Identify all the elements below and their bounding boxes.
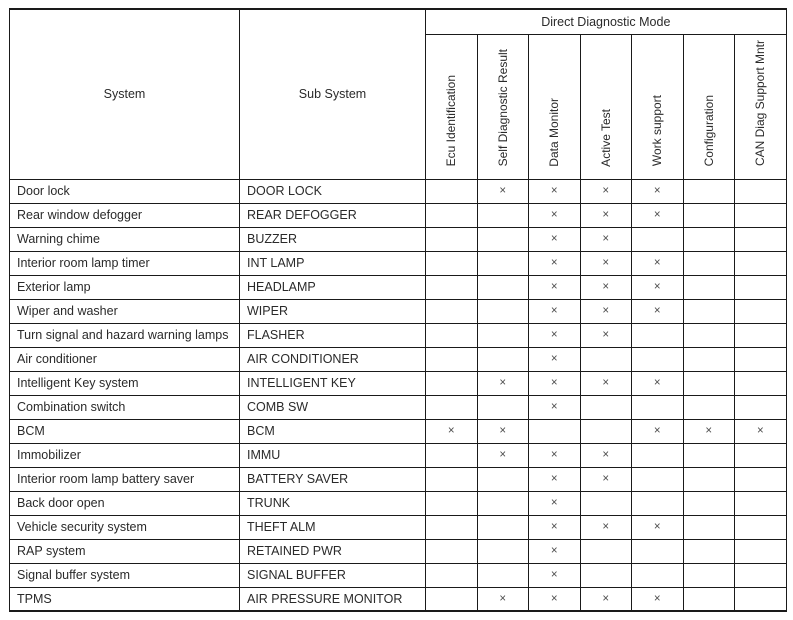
table-row: [10, 395, 787, 419]
mark-cell: ×: [529, 251, 581, 275]
empty-cell: [632, 323, 684, 347]
empty-cell: [477, 347, 529, 371]
empty-cell: [683, 251, 735, 275]
mark-cell: ×: [632, 275, 684, 299]
empty-cell: [683, 563, 735, 587]
col-header-mode-4: [632, 34, 684, 179]
empty-cell: [477, 275, 529, 299]
mark-cell: ×: [632, 515, 684, 539]
table-row: [10, 419, 787, 443]
empty-cell: [683, 347, 735, 371]
empty-cell: [683, 443, 735, 467]
mode-header-label: Work support: [650, 95, 665, 167]
empty-cell: [735, 467, 787, 491]
empty-cell: [735, 251, 787, 275]
sub-system-cell: IMMU: [240, 443, 426, 467]
col-header-system: System: [10, 9, 240, 179]
mark-cell: ×: [580, 275, 632, 299]
table-row: [10, 323, 787, 347]
empty-cell: [735, 275, 787, 299]
mark-cell: ×: [580, 203, 632, 227]
mode-header-label: Data Monitor: [547, 97, 562, 167]
empty-cell: [426, 227, 478, 251]
mode-header-label: CAN Diag Support Mntr: [753, 40, 768, 167]
empty-cell: [735, 227, 787, 251]
system-cell: RAP system: [10, 539, 240, 563]
system-cell: Turn signal and hazard warning lamps: [10, 323, 240, 347]
empty-cell: [426, 491, 478, 515]
sub-system-cell: DOOR LOCK: [240, 179, 426, 203]
table-row: [10, 179, 787, 203]
empty-cell: [477, 491, 529, 515]
mark-cell: ×: [580, 515, 632, 539]
empty-cell: [683, 275, 735, 299]
table-row: [10, 587, 787, 611]
mark-cell: ×: [632, 251, 684, 275]
sub-system-cell: AIR PRESSURE MONITOR: [240, 587, 426, 611]
table-row: [10, 347, 787, 371]
empty-cell: [426, 323, 478, 347]
sub-system-cell: INTELLIGENT KEY: [240, 371, 426, 395]
sub-system-cell: WIPER: [240, 299, 426, 323]
empty-cell: [426, 203, 478, 227]
mark-cell: ×: [580, 299, 632, 323]
system-cell: Exterior lamp: [10, 275, 240, 299]
empty-cell: [580, 419, 632, 443]
empty-cell: [426, 179, 478, 203]
empty-cell: [426, 347, 478, 371]
empty-cell: [683, 323, 735, 347]
empty-cell: [632, 395, 684, 419]
mode-header-label: Configuration: [701, 95, 716, 167]
empty-cell: [683, 203, 735, 227]
empty-cell: [477, 227, 529, 251]
empty-cell: [477, 299, 529, 323]
system-cell: Back door open: [10, 491, 240, 515]
system-cell: Warning chime: [10, 227, 240, 251]
empty-cell: [632, 491, 684, 515]
empty-cell: [580, 395, 632, 419]
empty-cell: [426, 251, 478, 275]
mark-cell: ×: [529, 467, 581, 491]
sub-system-cell: HEADLAMP: [240, 275, 426, 299]
col-header-mode-3: [580, 34, 632, 179]
mark-cell: ×: [529, 443, 581, 467]
empty-cell: [735, 587, 787, 611]
mark-cell: ×: [735, 419, 787, 443]
table-row: [10, 467, 787, 491]
mark-cell: ×: [477, 179, 529, 203]
mark-cell: ×: [632, 203, 684, 227]
mark-cell: ×: [529, 323, 581, 347]
sub-system-cell: COMB SW: [240, 395, 426, 419]
system-cell: Air conditioner: [10, 347, 240, 371]
mark-cell: ×: [529, 347, 581, 371]
table-row: [10, 299, 787, 323]
mark-cell: ×: [529, 299, 581, 323]
table-row: [10, 491, 787, 515]
empty-cell: [426, 515, 478, 539]
mark-cell: ×: [580, 323, 632, 347]
system-cell: Intelligent Key system: [10, 371, 240, 395]
empty-cell: [426, 443, 478, 467]
mark-cell: ×: [477, 371, 529, 395]
diagnostic-mode-table: [9, 8, 787, 612]
mark-cell: ×: [632, 299, 684, 323]
mark-cell: ×: [580, 371, 632, 395]
mark-cell: ×: [529, 275, 581, 299]
col-header-mode-1: [477, 34, 529, 179]
empty-cell: [580, 563, 632, 587]
mark-cell: ×: [683, 419, 735, 443]
sub-system-cell: BATTERY SAVER: [240, 467, 426, 491]
sub-system-cell: BUZZER: [240, 227, 426, 251]
sub-system-cell: REAR DEFOGGER: [240, 203, 426, 227]
empty-cell: [735, 491, 787, 515]
empty-cell: [477, 395, 529, 419]
mode-header-label: Self Diagnostic Result: [495, 49, 510, 167]
mark-cell: ×: [477, 419, 529, 443]
empty-cell: [426, 371, 478, 395]
empty-cell: [683, 587, 735, 611]
table-row: [10, 539, 787, 563]
empty-cell: [683, 539, 735, 563]
empty-cell: [632, 227, 684, 251]
empty-cell: [683, 299, 735, 323]
mark-cell: ×: [477, 587, 529, 611]
mark-cell: ×: [529, 395, 581, 419]
mark-cell: ×: [580, 587, 632, 611]
mark-cell: ×: [529, 563, 581, 587]
mark-cell: ×: [529, 227, 581, 251]
mark-cell: ×: [529, 179, 581, 203]
mark-cell: ×: [529, 539, 581, 563]
sub-system-cell: INT LAMP: [240, 251, 426, 275]
sub-system-cell: SIGNAL BUFFER: [240, 563, 426, 587]
empty-cell: [735, 203, 787, 227]
mark-cell: ×: [580, 251, 632, 275]
empty-cell: [632, 467, 684, 491]
empty-cell: [477, 515, 529, 539]
sub-system-cell: THEFT ALM: [240, 515, 426, 539]
empty-cell: [735, 371, 787, 395]
empty-cell: [477, 539, 529, 563]
empty-cell: [632, 539, 684, 563]
empty-cell: [735, 515, 787, 539]
table-body: [10, 179, 787, 611]
empty-cell: [426, 467, 478, 491]
sub-system-cell: TRUNK: [240, 491, 426, 515]
empty-cell: [632, 563, 684, 587]
empty-cell: [735, 347, 787, 371]
col-header-mode-5: [683, 34, 735, 179]
system-cell: Interior room lamp timer: [10, 251, 240, 275]
table-header: [10, 9, 787, 179]
table-row: [10, 275, 787, 299]
col-header-mode-6: [735, 34, 787, 179]
empty-cell: [632, 347, 684, 371]
empty-cell: [580, 491, 632, 515]
empty-cell: [735, 299, 787, 323]
sub-system-cell: BCM: [240, 419, 426, 443]
system-cell: TPMS: [10, 587, 240, 611]
table-row: [10, 251, 787, 275]
table-row: [10, 563, 787, 587]
empty-cell: [632, 443, 684, 467]
sub-system-cell: AIR CONDITIONER: [240, 347, 426, 371]
mark-cell: ×: [477, 443, 529, 467]
empty-cell: [426, 587, 478, 611]
empty-cell: [683, 395, 735, 419]
header-row-group: [10, 9, 787, 34]
table-row: [10, 203, 787, 227]
mark-cell: ×: [632, 419, 684, 443]
mode-header-label: Active Test: [598, 108, 613, 167]
col-header-mode-0: [426, 34, 478, 179]
empty-cell: [477, 467, 529, 491]
empty-cell: [426, 299, 478, 323]
empty-cell: [683, 467, 735, 491]
empty-cell: [735, 563, 787, 587]
col-header-mode-2: [529, 34, 581, 179]
system-cell: Wiper and washer: [10, 299, 240, 323]
mark-cell: ×: [632, 371, 684, 395]
system-cell: Interior room lamp battery saver: [10, 467, 240, 491]
col-header-direct-diagnostic-mode: Direct Diagnostic Mode: [426, 9, 787, 34]
mark-cell: ×: [529, 515, 581, 539]
empty-cell: [529, 419, 581, 443]
table-row: [10, 443, 787, 467]
empty-cell: [683, 227, 735, 251]
mark-cell: ×: [529, 587, 581, 611]
empty-cell: [735, 395, 787, 419]
mark-cell: ×: [580, 179, 632, 203]
empty-cell: [735, 323, 787, 347]
mark-cell: ×: [529, 491, 581, 515]
empty-cell: [426, 275, 478, 299]
mark-cell: ×: [632, 587, 684, 611]
empty-cell: [580, 539, 632, 563]
col-header-sub-system: Sub System: [240, 9, 426, 179]
empty-cell: [477, 251, 529, 275]
mark-cell: ×: [632, 179, 684, 203]
mark-cell: ×: [529, 203, 581, 227]
empty-cell: [735, 443, 787, 467]
system-cell: Door lock: [10, 179, 240, 203]
mark-cell: ×: [580, 467, 632, 491]
system-cell: BCM: [10, 419, 240, 443]
system-cell: Vehicle security system: [10, 515, 240, 539]
empty-cell: [683, 515, 735, 539]
system-cell: Rear window defogger: [10, 203, 240, 227]
empty-cell: [735, 539, 787, 563]
empty-cell: [735, 179, 787, 203]
empty-cell: [580, 347, 632, 371]
table-row: [10, 371, 787, 395]
system-cell: Immobilizer: [10, 443, 240, 467]
system-cell: Signal buffer system: [10, 563, 240, 587]
mark-cell: ×: [529, 371, 581, 395]
table-row: [10, 227, 787, 251]
mark-cell: ×: [580, 227, 632, 251]
empty-cell: [683, 491, 735, 515]
empty-cell: [426, 539, 478, 563]
empty-cell: [426, 563, 478, 587]
empty-cell: [477, 203, 529, 227]
mark-cell: ×: [426, 419, 478, 443]
sub-system-cell: FLASHER: [240, 323, 426, 347]
empty-cell: [477, 563, 529, 587]
empty-cell: [683, 371, 735, 395]
empty-cell: [477, 323, 529, 347]
sub-system-cell: RETAINED PWR: [240, 539, 426, 563]
empty-cell: [426, 395, 478, 419]
mark-cell: ×: [580, 443, 632, 467]
system-cell: Combination switch: [10, 395, 240, 419]
mode-header-label: Ecu Identification: [444, 75, 459, 167]
empty-cell: [683, 179, 735, 203]
table-row: [10, 515, 787, 539]
